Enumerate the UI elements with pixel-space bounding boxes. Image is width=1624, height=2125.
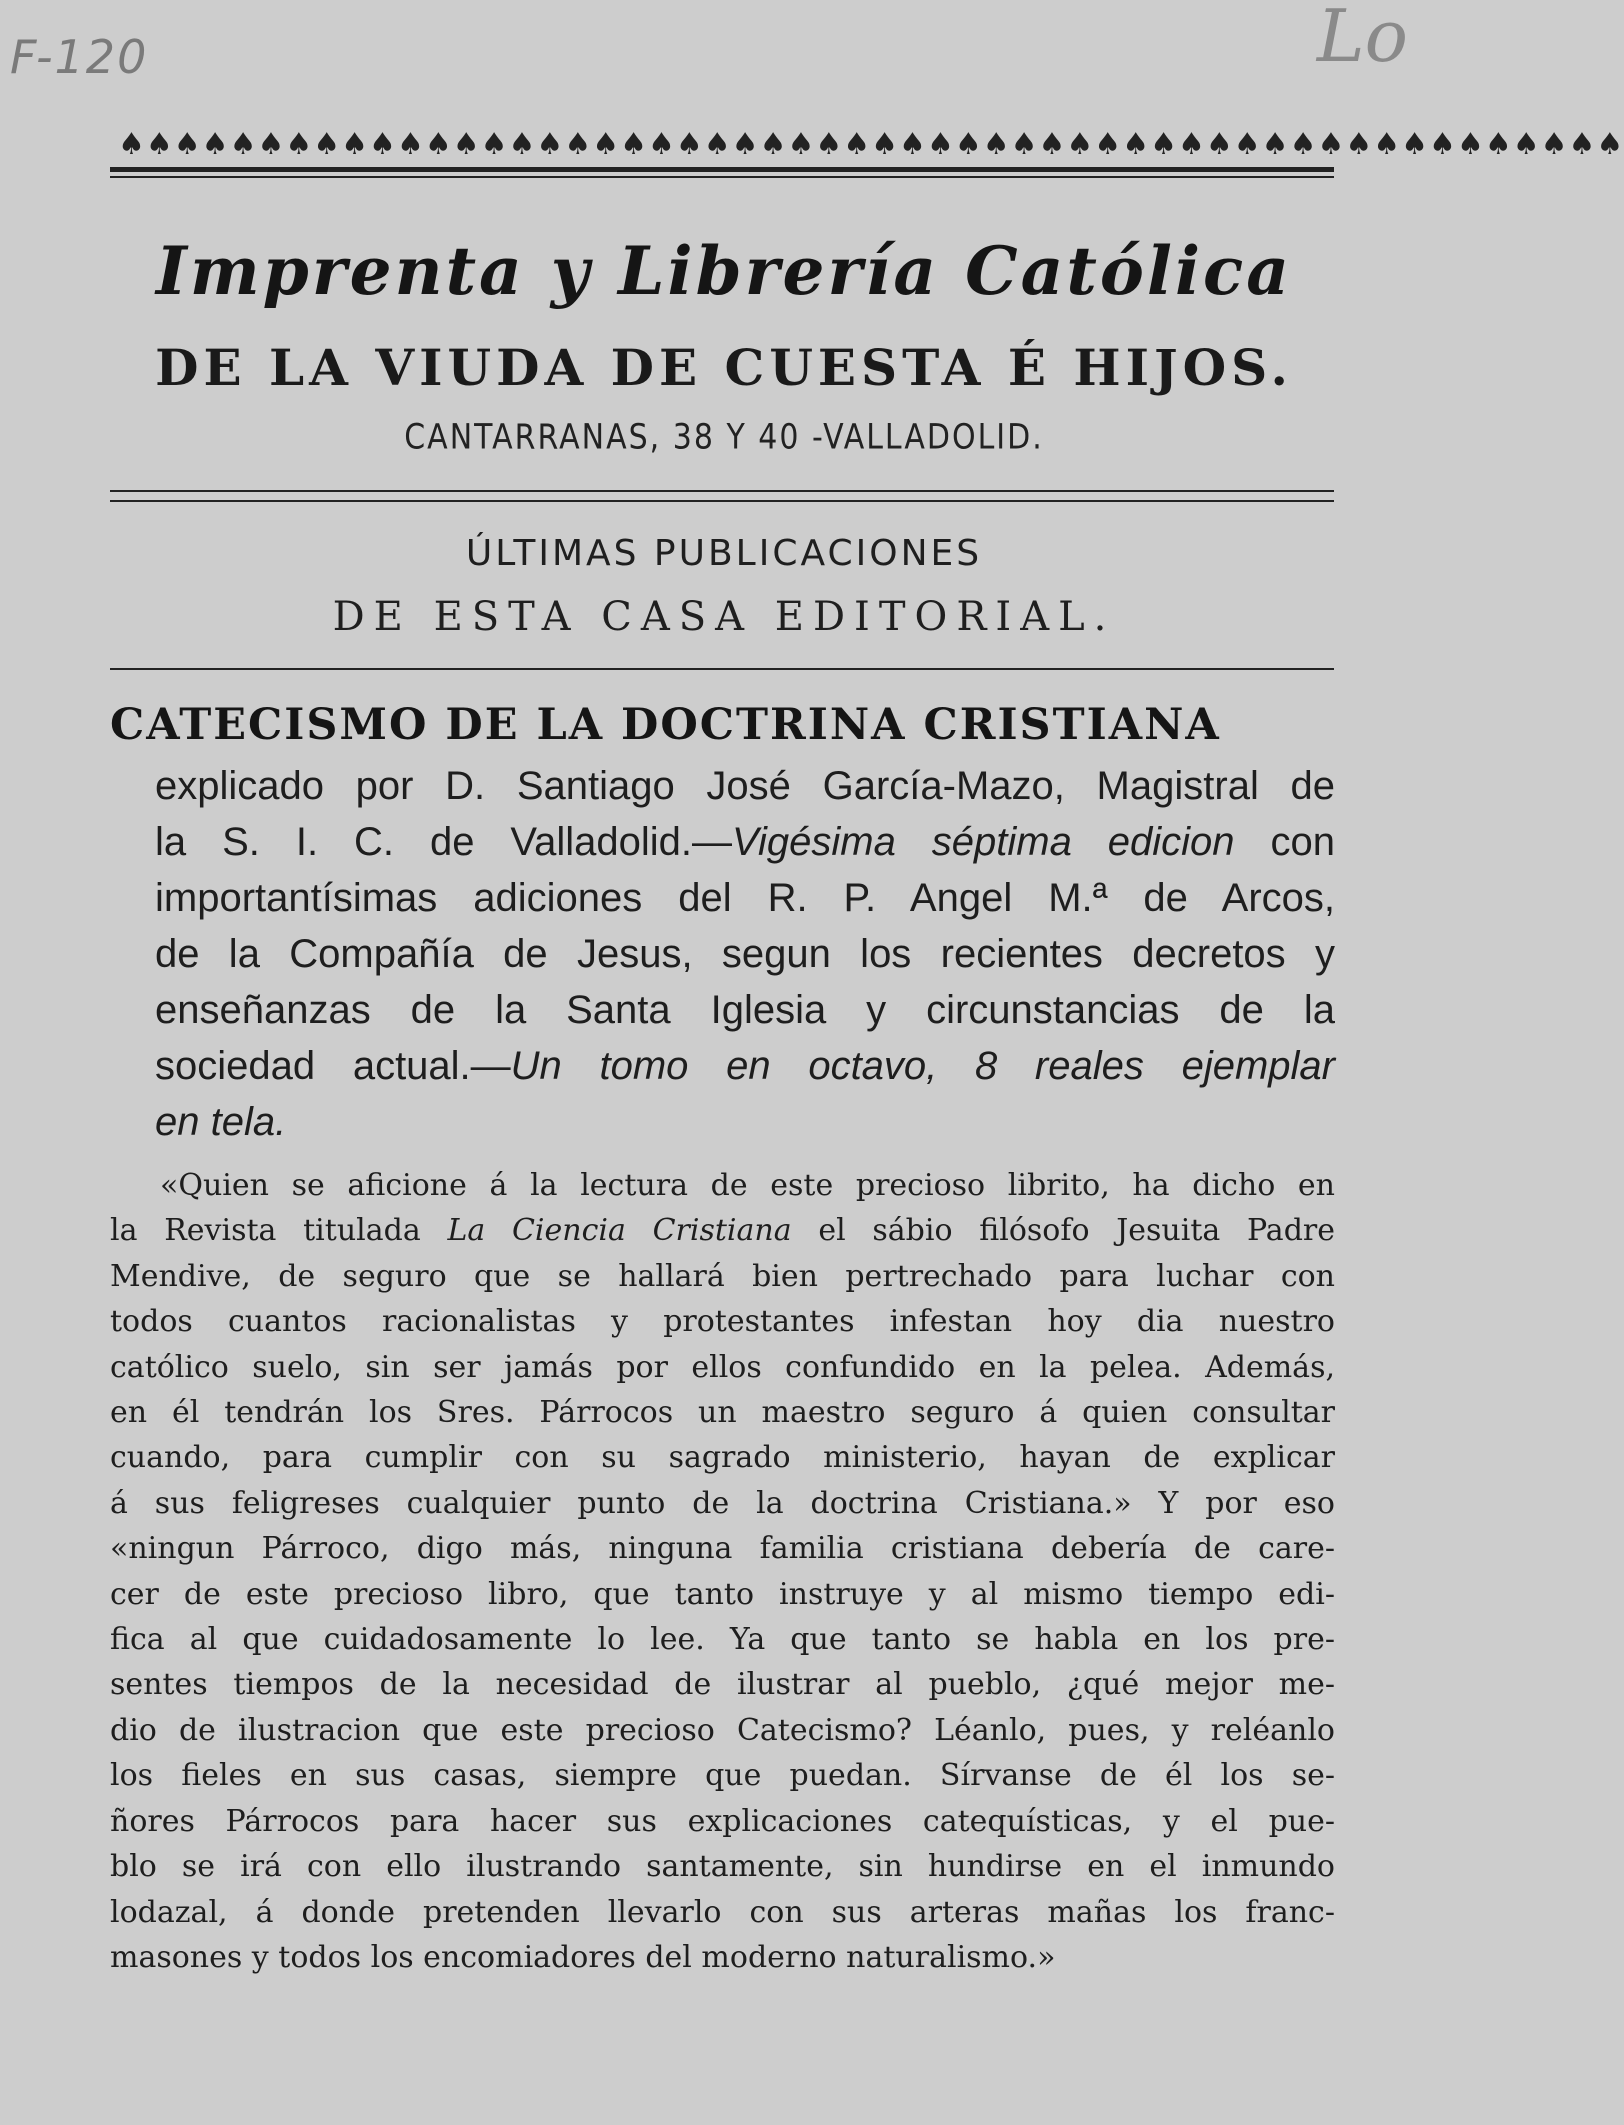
quote-line: fica al que cuidadosamente lo lee. Ya que tanto se habla en los pre-	[110, 1622, 1335, 1658]
quote-line: blo se irá con ello ilustrando santamente, sin hundirse en el inmundo	[110, 1849, 1335, 1885]
section-heading-2: DE ESTA CASA EDITORIAL.	[332, 594, 1116, 640]
desc-line: en tela.	[155, 1100, 287, 1144]
quote-line: dio de ilustracion que este precioso Catecismo? Léanlo, pues, y reléanlo	[110, 1712, 1335, 1748]
shelfmark-annotation: F-120	[10, 30, 149, 84]
quote-line: ñores Párrocos para hacer sus explicaciones catequísticas, y el pue-	[110, 1803, 1335, 1839]
header-rule-thin	[110, 176, 1334, 178]
desc-line: de la Compañía de Jesus, segun los recientes decretos y	[155, 932, 1335, 976]
section-rule-top-1	[110, 490, 1334, 492]
quote-line: católico suelo, sin ser jamás por ellos confundido en la pelea. Además,	[110, 1349, 1335, 1385]
quote-line: en él tendrán los Sres. Párrocos un maestro seguro á quien consultar	[110, 1395, 1335, 1431]
book-title: CATECISMO DE LA DOCTRINA CRISTIANA	[110, 700, 1221, 750]
quote-line: los fieles en sus casas, siempre que puedan. Sírvanse de él los se-	[110, 1758, 1335, 1794]
quote-line: la Revista titulada La Ciencia Cristiana el sábio filósofo Jesuita Padre	[110, 1213, 1335, 1249]
desc-line: sociedad actual.—Un tomo en octavo, 8 reales ejemplar	[155, 1044, 1335, 1088]
quote-line: sentes tiempos de la necesidad de ilustrar al pueblo, ¿qué mejor me-	[110, 1667, 1335, 1703]
section-rule-top-2	[110, 500, 1334, 502]
desc-line: la S. I. C. de Valladolid.—Vigésima séptima edicion con	[155, 820, 1335, 864]
quote-line: «Quien se aficione á la lectura de este precioso librito, ha dicho en	[160, 1168, 1335, 1203]
corner-annotation: Lo	[1316, 0, 1408, 78]
quote-line: Mendive, de seguro que se hallará bien pertrechado para luchar con	[110, 1258, 1335, 1294]
publisher-address: CANTARRANAS, 38 Y 40 -VALLADOLID.	[404, 417, 1044, 458]
section-rule-bottom	[110, 668, 1334, 670]
printer-title: Imprenta y Librería Católica	[155, 232, 1293, 310]
quote-line: cer de este precioso libro, que tanto instruye y al mismo tiempo edi-	[110, 1576, 1335, 1612]
header-rule-thick	[110, 167, 1334, 172]
quote-line: masones y todos los encomiadores del moderno naturalismo.»	[110, 1939, 1056, 1975]
desc-line: explicado por D. Santiago José García-Mazo, Magistral de	[155, 764, 1335, 808]
quote-line: á sus feligreses cualquier punto de la doctrina Cristiana.» Y por eso	[110, 1485, 1335, 1521]
quote-line: todos cuantos racionalistas y protestantes infestan hoy dia nuestro	[110, 1304, 1335, 1340]
section-heading-1: ÚLTIMAS PUBLICACIONES	[465, 533, 983, 574]
quote-line: «ningun Párroco, digo más, ninguna familia cristiana debería de care-	[110, 1531, 1335, 1567]
book-description	[155, 758, 1335, 1150]
quote-line: cuando, para cumplir con su sagrado ministerio, hayan de explicar	[110, 1440, 1335, 1476]
desc-line: enseñanzas de la Santa Iglesia y circunstancias de la	[155, 988, 1335, 1032]
ornamental-border: ♠♠♠♠♠♠♠♠♠♠♠♠♠♠♠♠♠♠♠♠♠♠♠♠♠♠♠♠♠♠♠♠♠♠♠♠♠♠♠♠♠♠♠♠♠♠♠♠♠♠♠♠♠♠	[118, 127, 1624, 162]
publisher-name: DE LA VIUDA DE CUESTA É HIJOS.	[155, 338, 1293, 397]
review-quote	[110, 1163, 1335, 1980]
desc-line: importantísimas adiciones del R. P. Angel M.ª de Arcos,	[155, 876, 1335, 920]
quote-line: lodazal, á donde pretenden llevarlo con sus arteras mañas los franc-	[110, 1894, 1335, 1930]
